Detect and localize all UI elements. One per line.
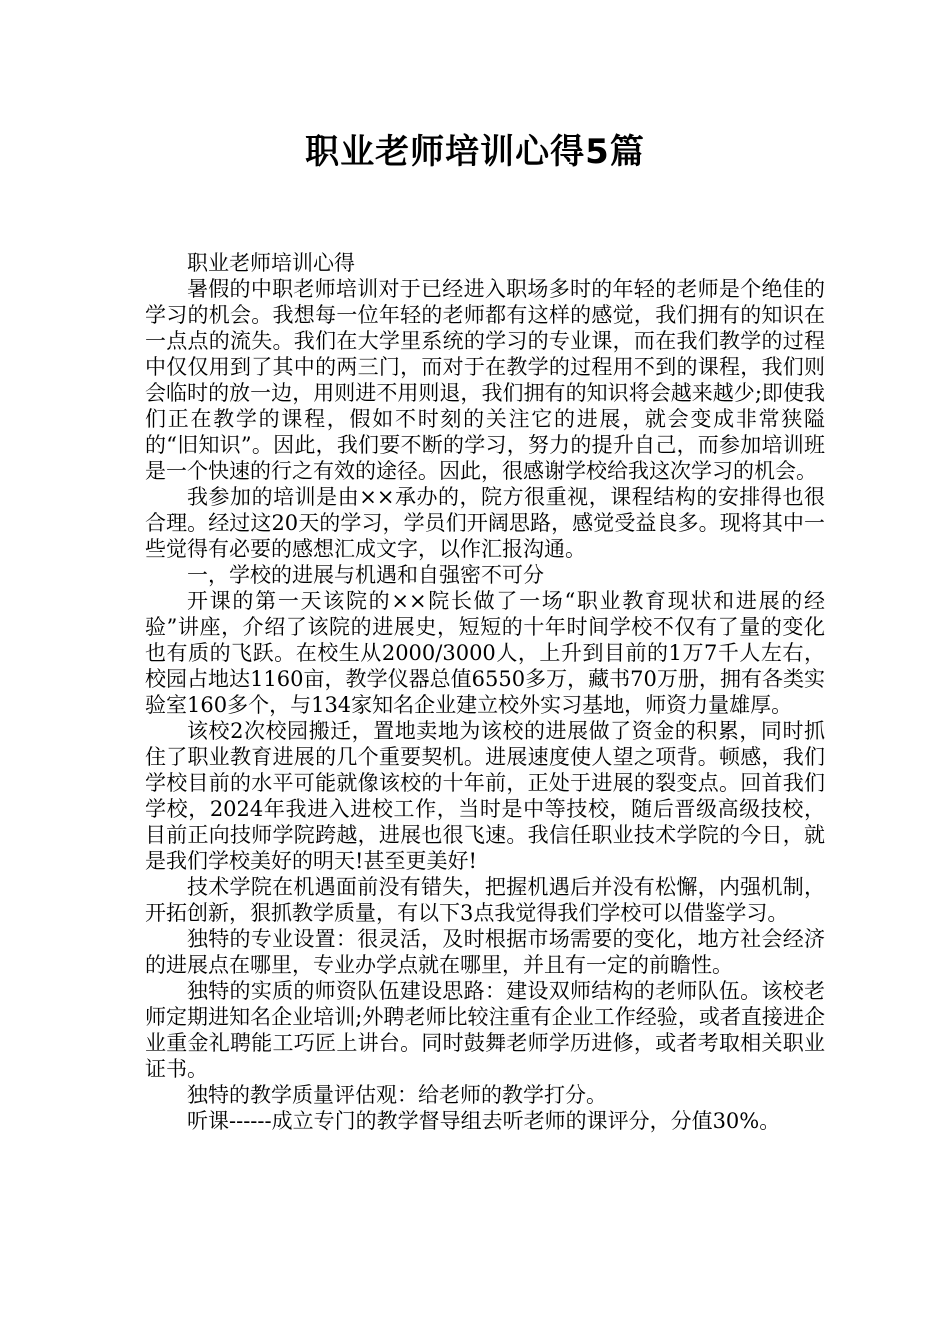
paragraph: 听课------成立专门的教学督导组去听老师的课评分，分值30%。 <box>187 1109 781 1133</box>
section-heading: 职业老师培训心得 <box>187 251 355 275</box>
paragraph: 技术学院在机遇面前没有错失，把握机遇后并没有松懈，内强机制，开拓创新，狠抓教学质量，有以下3点我觉得我们学校可以借鉴学习。 <box>145 875 825 925</box>
document-title: 职业老师培训心得5篇 <box>305 132 645 172</box>
paragraph: 独特的专业设置：很灵活，及时根据市场需要的变化，地方社会经济的进展点在哪里，专业办学点就在哪里，并且有一定的前瞻性。 <box>145 927 825 977</box>
paragraph: 暑假的中职老师培训对于已经进入职场多时的年轻的老师是个绝佳的学习的机会。我想每一位年轻的老师都有这样的感觉，我们拥有的知识在一点点的流失。我们在大学里系统的学习的专业课，而在我们教学的过程中仅仅用到了其中的两三门，而对于在教学的过程用不到的课程，我们则会临时的放一边，用则进不用则退，我们拥有的知识将会越来越少;即使我们正在教学的课程，假如不时刻的关注它的进展，就会变成非常狭隘的“旧知识”。因此，我们要不断的学习，努力的提升自己，而参加培训班是一个快速的行之有效的途径。因此，很感谢学校给我这次学习的机会。 <box>145 277 825 483</box>
paragraph: 我参加的培训是由××承办的，院方很重视，课程结构的安排得也很合理。经过这20天的学习，学员们开阔思路，感觉受益良多。现将其中一些觉得有必要的感想汇成文字，以作汇报沟通。 <box>145 485 825 561</box>
section-heading: 一，学校的进展与机遇和自强密不可分 <box>187 563 544 587</box>
paragraph: 该校2次校园搬迁，置地卖地为该校的进展做了资金的积累，同时抓住了职业教育进展的几个重要契机。进展速度使人望之项背。顿感，我们学校目前的水平可能就像该校的十年前，正处于进展的裂变点。回首我们学校，2024年我进入进校工作，当时是中等技校，随后晋级高级技校，目前正向技师学院跨越，进展也很飞速。我信任职业技术学院的今日，就是我们学校美好的明天!甚至更美好! <box>145 719 825 873</box>
document-body <box>145 250 825 1134</box>
paragraph: 独特的实质的师资队伍建设思路：建设双师结构的老师队伍。该校老师定期进知名企业培训;外聘老师比较注重有企业工作经验，或者直接进企业重金礼聘能工巧匠上讲台。同时鼓舞老师学历进修，或者考取相关职业证书。 <box>145 979 825 1081</box>
paragraph: 开课的第一天该院的××院长做了一场“职业教育现状和进展的经验”讲座，介绍了该院的进展史，短短的十年时间学校不仅有了量的变化也有质的飞跃。在校生从2000/3000人，上升到目前的1万7千人左右，校园占地达1160亩，教学仪器总值6550多万，藏书70万册，拥有各类实验室160多个，与134家知名企业建立校外实习基地，师资力量雄厚。 <box>145 589 825 717</box>
paragraph: 独特的教学质量评估观：给老师的教学打分。 <box>187 1083 607 1107</box>
